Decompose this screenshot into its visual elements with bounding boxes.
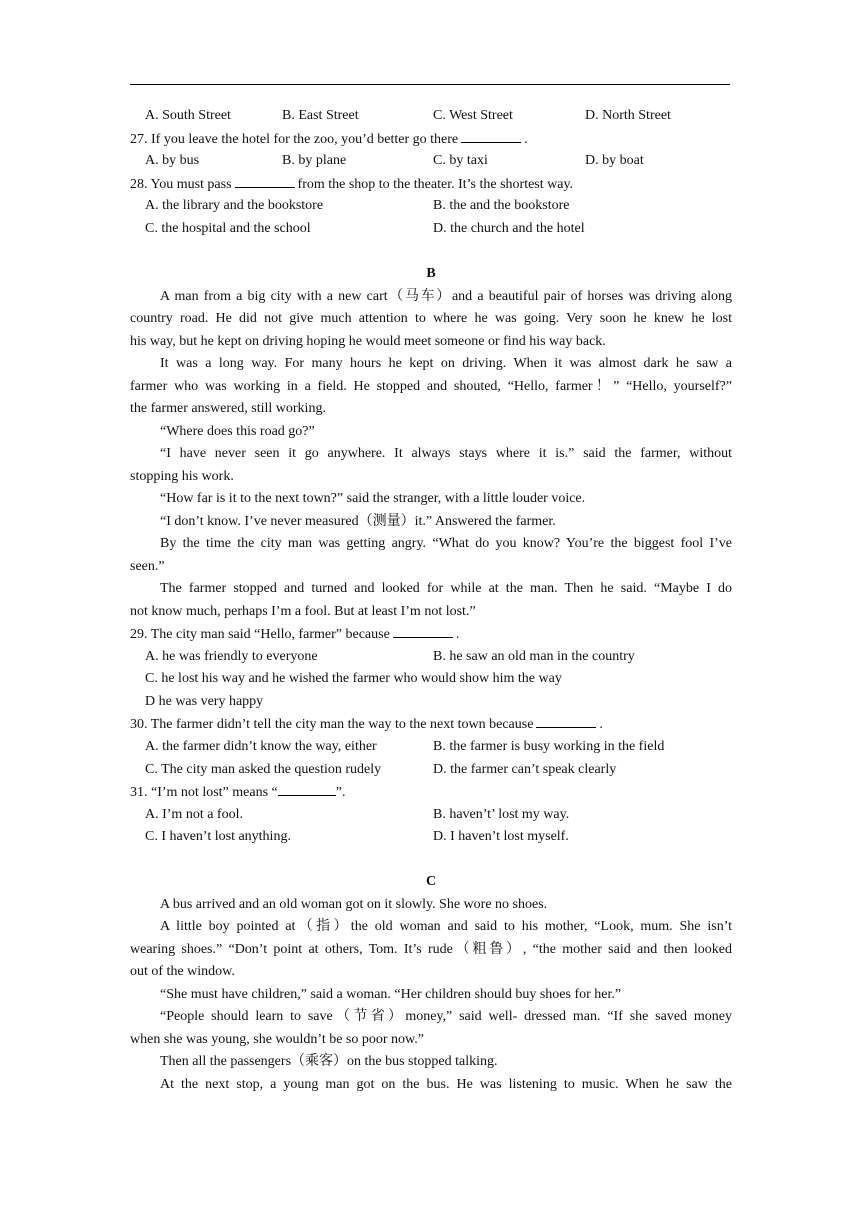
q29-option-c: C. he lost his way and he wished the farmer who would show him the way xyxy=(145,671,562,686)
passage-c-line: “People should learn to save（节省）money,” said well- dressed man. “If she saved money xyxy=(160,1009,732,1024)
passage-b-line: the farmer answered, still working. xyxy=(130,401,326,416)
passage-c-line: out of the window. xyxy=(130,964,235,979)
q29-option-d: D he was very happy xyxy=(145,694,264,709)
header-rule xyxy=(130,84,730,85)
passage-c-line: A little boy pointed at（指）the old woman and said to his mother, “Look, mum. She isn’t xyxy=(160,919,732,934)
q31-option-a: A. I’m not a fool. xyxy=(145,807,243,822)
q27-stem: 27. If you leave the hotel for the zoo, you’d better go there . xyxy=(130,132,528,147)
q29-option-b: B. he saw an old man in the country xyxy=(433,649,635,664)
q31-stem: 31. “I’m not lost” means “ ”. xyxy=(130,785,346,800)
answer-blank xyxy=(235,175,295,188)
section-heading-b: B xyxy=(426,266,436,281)
passage-b-line: “How far is it to the next town?” said the stranger, with a little louder voice. xyxy=(160,491,586,506)
passage-c-line: when she was young, she wouldn’t be so poor now.” xyxy=(130,1032,424,1047)
passage-b-line: The farmer stopped and turned and looked for while at the man. Then he said. “Maybe I do xyxy=(160,581,732,596)
section-heading-c: C xyxy=(425,874,437,889)
passage-b-line: By the time the city man was getting angry. “What do you know? You’re the biggest fool I’ve xyxy=(160,536,732,551)
passage-b-line: not know much, perhaps I’m a fool. But at least I’m not lost.” xyxy=(130,604,476,619)
q27-option-c: C. by taxi xyxy=(433,153,488,168)
q28-option-b: B. the and the bookstore xyxy=(433,198,570,213)
q31-option-b: B. haven’t’ lost my way. xyxy=(433,807,570,822)
q26-option-a: A. South Street xyxy=(145,108,231,123)
q30-option-d: D. the farmer can’t speak clearly xyxy=(433,762,617,777)
q29-option-a: A. he was friendly to everyone xyxy=(145,649,318,664)
q31-option-d: D. I haven’t lost myself. xyxy=(433,829,569,844)
q26-option-c: C. West Street xyxy=(433,108,513,123)
passage-c-line: A bus arrived and an old woman got on it slowly. She wore no shoes. xyxy=(160,897,548,912)
answer-blank xyxy=(461,130,521,143)
passage-c-line: Then all the passengers（乘客）on the bus stopped talking. xyxy=(160,1054,498,1069)
passage-b-line: farmer who was working in a field. He stopped and shouted, “Hello, farmer！” “Hello, yourself?” xyxy=(130,379,732,394)
passage-b-line: country road. He did not give much attention to where he was going. Very soon he knew he lost xyxy=(130,311,732,326)
q26-option-b: B. East Street xyxy=(282,108,359,123)
q28-option-a: A. the library and the bookstore xyxy=(145,198,324,213)
answer-blank xyxy=(536,715,596,728)
q29-stem: 29. The city man said “Hello, farmer” because . xyxy=(130,627,460,642)
q30-option-a: A. the farmer didn’t know the way, either xyxy=(145,739,377,754)
q30-option-c: C. The city man asked the question rudely xyxy=(145,762,382,777)
passage-b-line: It was a long way. For many hours he kept on driving. When it was almost dark he saw a xyxy=(160,356,732,371)
q27-option-d: D. by boat xyxy=(585,153,644,168)
q27-option-a: A. by bus xyxy=(145,153,200,168)
passage-b-line: his way, but he kept on driving hoping he would meet someone or find his way back. xyxy=(130,334,606,349)
passage-b-line: A man from a big city with a new cart（马车）and a beautiful pair of horses was driving along xyxy=(160,289,732,304)
answer-blank xyxy=(393,625,453,638)
q27-option-b: B. by plane xyxy=(282,153,347,168)
answer-blank xyxy=(278,783,336,796)
q30-stem: 30. The farmer didn’t tell the city man the way to the next town because . xyxy=(130,717,603,732)
q28-stem: 28. You must pass from the shop to the theater. It’s the shortest way. xyxy=(130,177,574,192)
passage-c-line: wearing shoes.” “Don’t point at others, Tom. It’s rude（粗鲁）, “the mother said and then looked xyxy=(130,942,732,957)
passage-b-line: “I don’t know. I’ve never measured（测量）it.” Answered the farmer. xyxy=(160,514,556,529)
q31-option-c: C. I haven’t lost anything. xyxy=(145,829,291,844)
q26-option-d: D. North Street xyxy=(585,108,671,123)
q28-option-d: D. the church and the hotel xyxy=(433,221,585,236)
q28-option-c: C. the hospital and the school xyxy=(145,221,311,236)
passage-b-line: “I have never seen it go anywhere. It always stays where it is.” said the farmer, without xyxy=(160,446,732,461)
passage-b-line: “Where does this road go?” xyxy=(160,424,315,439)
q30-option-b: B. the farmer is busy working in the field xyxy=(433,739,665,754)
passage-b-line: seen.” xyxy=(130,559,165,574)
passage-b-line: stopping his work. xyxy=(130,469,234,484)
passage-c-line: “She must have children,” said a woman. “Her children should buy shoes for her.” xyxy=(160,987,622,1002)
passage-c-line: At the next stop, a young man got on the bus. He was listening to music. When he saw the xyxy=(160,1077,732,1092)
